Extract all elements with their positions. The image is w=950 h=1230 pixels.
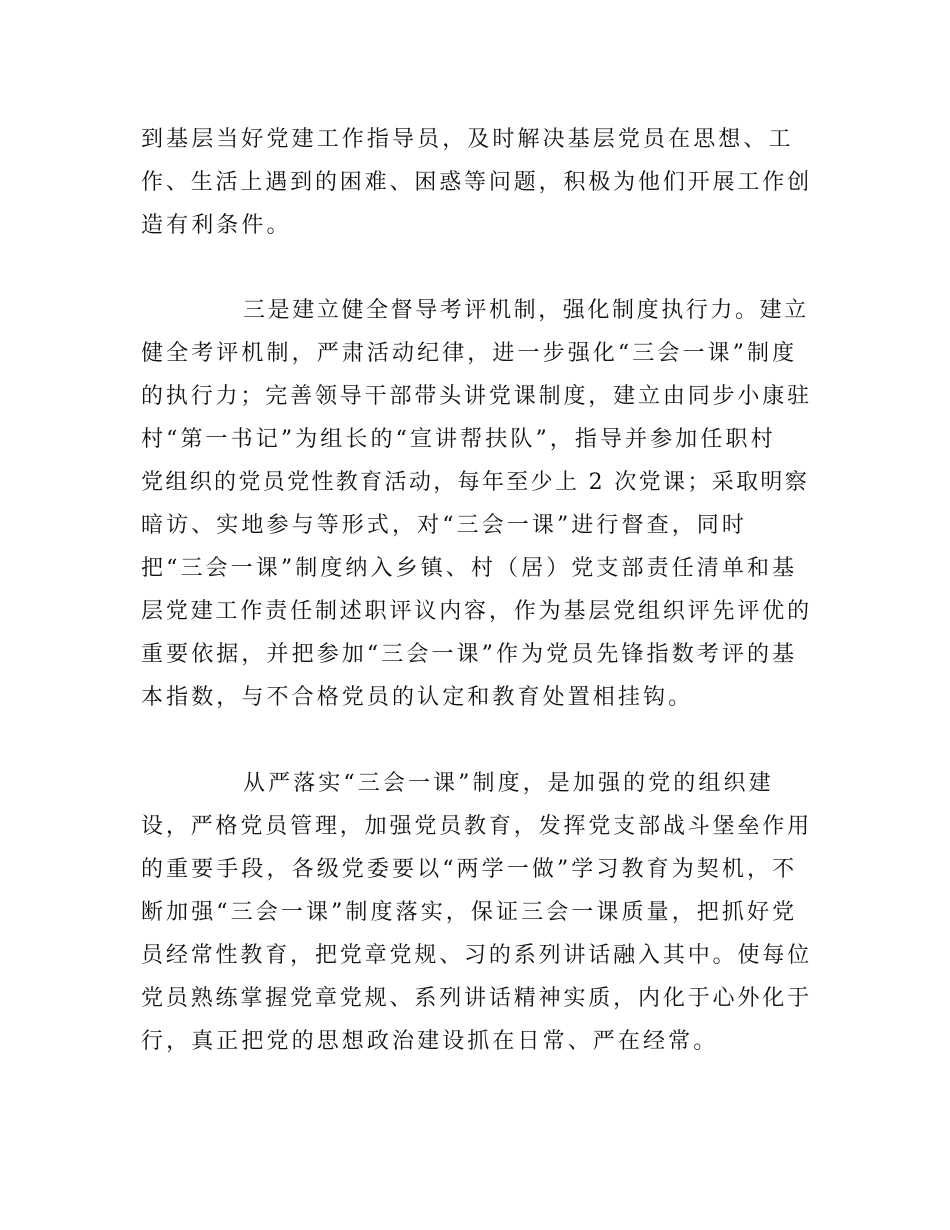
text-line: 三是建立健全督导考评机制，强化制度执行力。建立: [243, 298, 809, 323]
text-line: 作、生活上遇到的困难、困惑等问题，积极为他们开展工作创: [141, 170, 812, 195]
text-line: 党组织的党员党性教育活动，每年至少上 2 次党课；采取明察: [141, 470, 810, 495]
text-line: 断加强“三会一课”制度落实，保证三会一课质量，把抓好党: [141, 900, 798, 925]
text-line: 的重要手段，各级党委要以“两学一做”学习教育为契机，不: [141, 857, 798, 882]
text-line: 造有利条件。: [141, 213, 292, 238]
text-line: 到基层当好党建工作指导员，及时解决基层党员在思想、工: [141, 127, 794, 152]
text-line: 本指数，与不合格党员的认定和教育处置相挂钩。: [141, 685, 694, 710]
text-line: 从严落实“三会一课”制度，是加强的党的组织建: [243, 771, 774, 796]
text-line: 行，真正把党的思想政治建设抓在日常、严在经常。: [141, 1029, 719, 1054]
text-line: 党员熟练掌握党章党规、系列讲话精神实质，内化于心外化于: [141, 986, 812, 1011]
text-line: 暗访、实地参与等形式，对“三会一课”进行督查，同时: [141, 513, 747, 538]
text-line: 重要依据，并把参加“三会一课”作为党员先锋指数考评的基: [141, 642, 798, 667]
text-line: 村“第一书记”为组长的“宣讲帮扶队”，指导并参加任职村: [141, 427, 776, 452]
text-line: 层党建工作责任制述职评议内容，作为基层党组织评先评优的: [141, 599, 812, 624]
text-line: 员经常性教育，把党章党规、习的系列讲话融入其中。使每位: [141, 943, 812, 968]
text-line: 把“三会一课”制度纳入乡镇、村（居）党支部责任清单和基: [141, 556, 798, 581]
text-line: 的执行力；完善领导干部带头讲党课制度，建立由同步小康驻: [141, 384, 812, 409]
text-line: 设，严格党员管理，加强党员教育，发挥党支部战斗堡垒作用: [141, 814, 812, 839]
text-line: 健全考评机制，严肃活动纪律，进一步强化“三会一课”制度: [141, 341, 798, 366]
